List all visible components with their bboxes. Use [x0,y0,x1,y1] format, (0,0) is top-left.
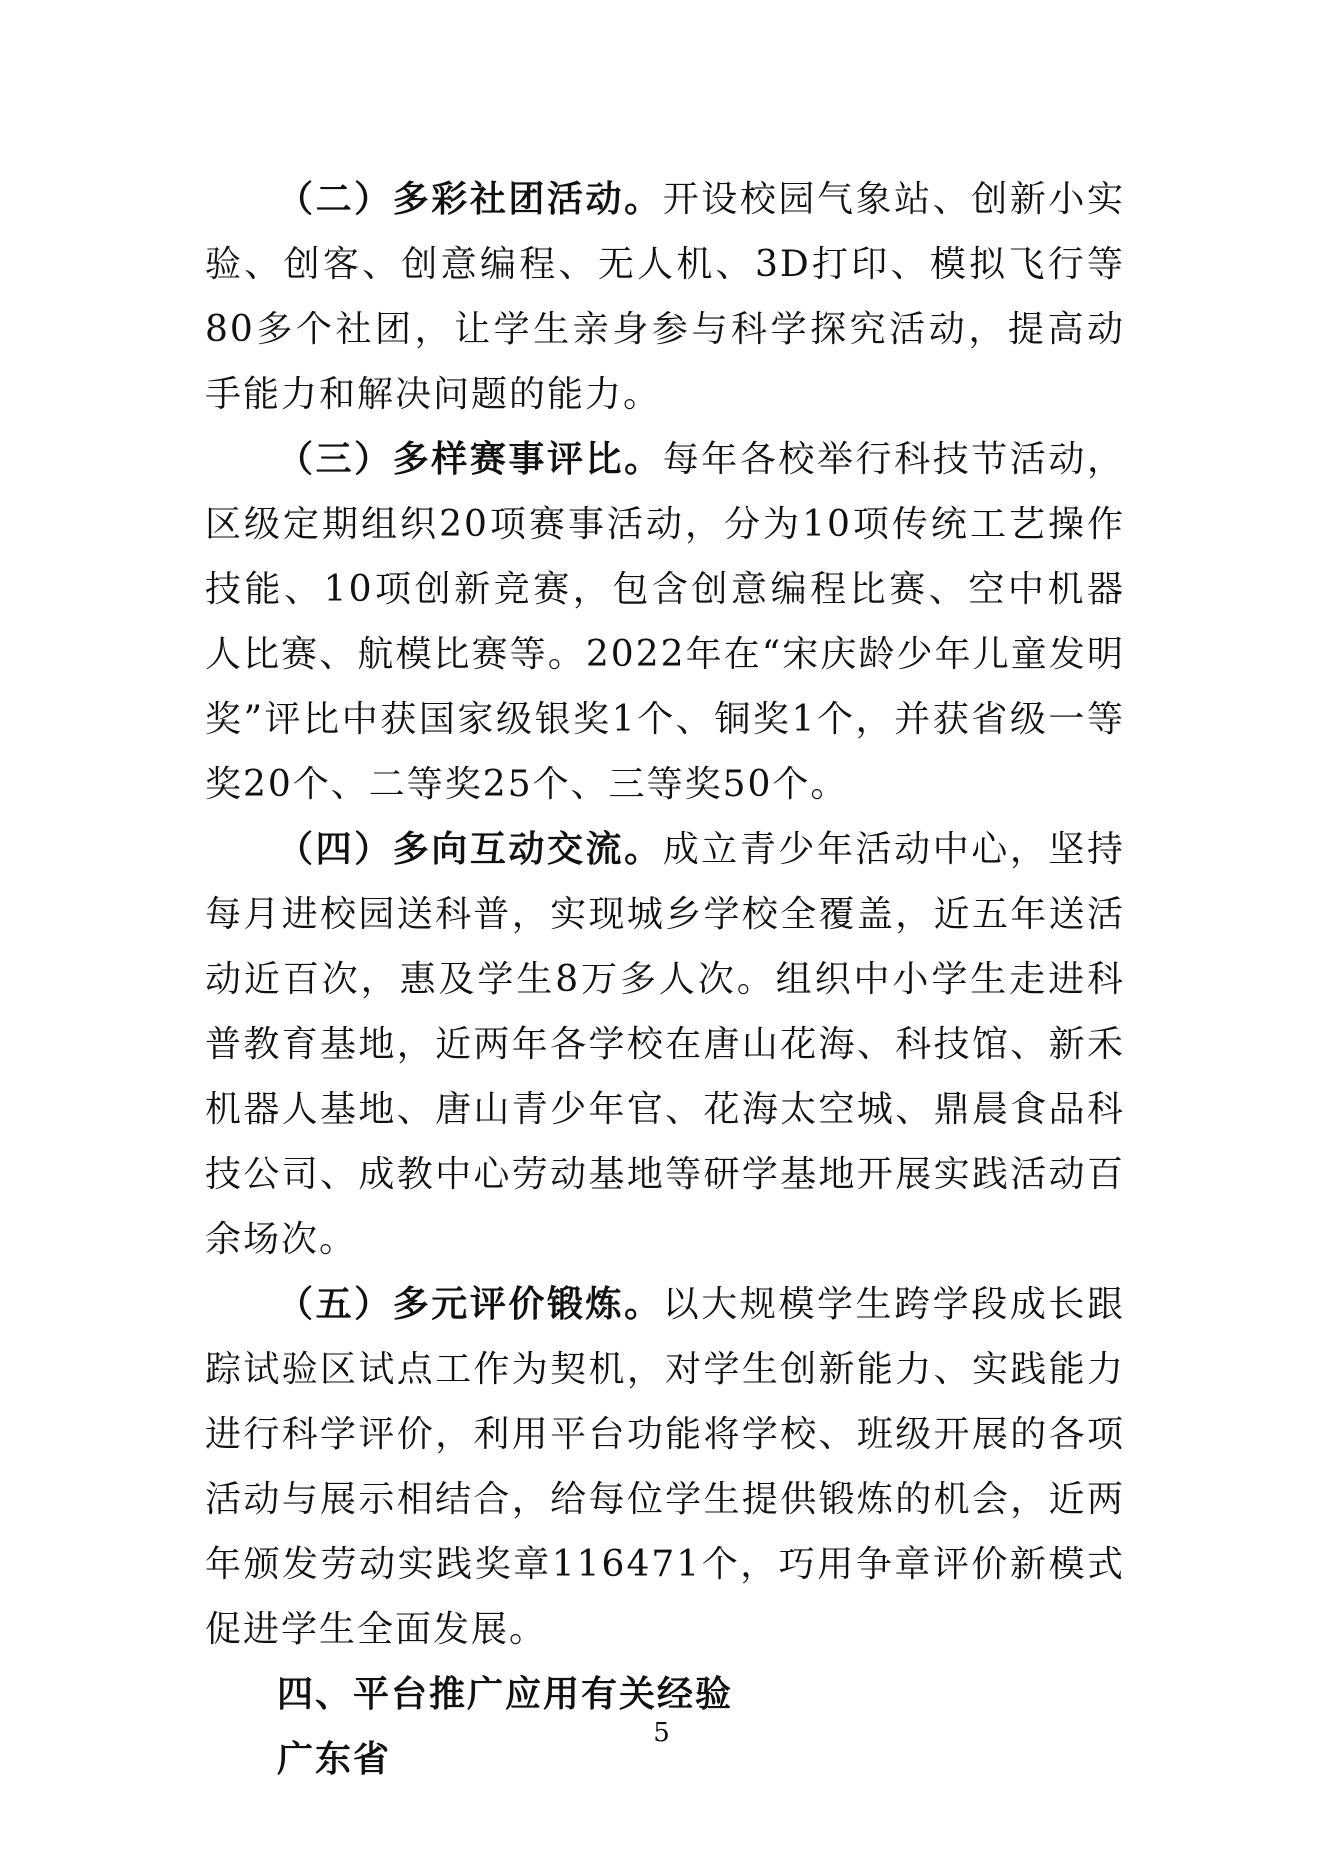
paragraph-exchange [205,817,1125,1272]
paragraph-lead: （四）多向互动交流。 [277,829,663,870]
paragraph-lead: （五）多元评价锻炼。 [277,1284,663,1325]
document-body [205,167,1125,1792]
subheading-province: 广东省 [277,1739,392,1780]
paragraph-text: 以大规模学生跨学段成长跟踪试验区试点工作为契机，对学生创新能力、实践能力进行科学评价，利用平台功能将学校、班级开展的各项活动与展示相结合，给每位学生提供锻炼的机会，近两年颁发劳动实践奖章116471个，巧用争章评价新模式促进学生全面发展。 [205,1284,1125,1650]
paragraph-lead: （二）多彩社团活动。 [277,179,663,220]
paragraph-text: 成立青少年活动中心，坚持每月进校园送科普，实现城乡学校全覆盖，近五年送活动近百次，惠及学生8万多人次。组织中小学生走进科普教育基地，近两年各学校在唐山花海、科技馆、新禾机器人基地、唐山青少年官、花海太空城、鼎晨食品科技公司、成教中心劳动基地等研学基地开展实践活动百余场次。 [205,829,1125,1260]
paragraph-text: 每年各校举行科技节活动，区级定期组织20项赛事活动，分为10项传统工艺操作技能、10项创新竞赛，包含创意编程比赛、空中机器人比赛、航模比赛等。2022年在“宋庆龄少年儿童发明奖”评比中获国家级银奖1个、铜奖1个，并获省级一等奖20个、二等奖25个、三等奖50个。 [205,439,1125,805]
page-number: 5 [653,1718,670,1748]
paragraph-lead: （三）多样赛事评比。 [277,439,663,480]
paragraph-evaluation [205,1272,1125,1662]
section-heading: 四、平台推广应用有关经验 [277,1674,734,1715]
paragraph-text: 开设校园气象站、创新小实验、创客、创意编程、无人机、3D打印、模拟飞行等80多个社团，让学生亲身参与科学探究活动，提高动手能力和解决问题的能力。 [205,179,1125,415]
paragraph-competitions [205,427,1125,817]
paragraph-clubs [205,167,1125,427]
